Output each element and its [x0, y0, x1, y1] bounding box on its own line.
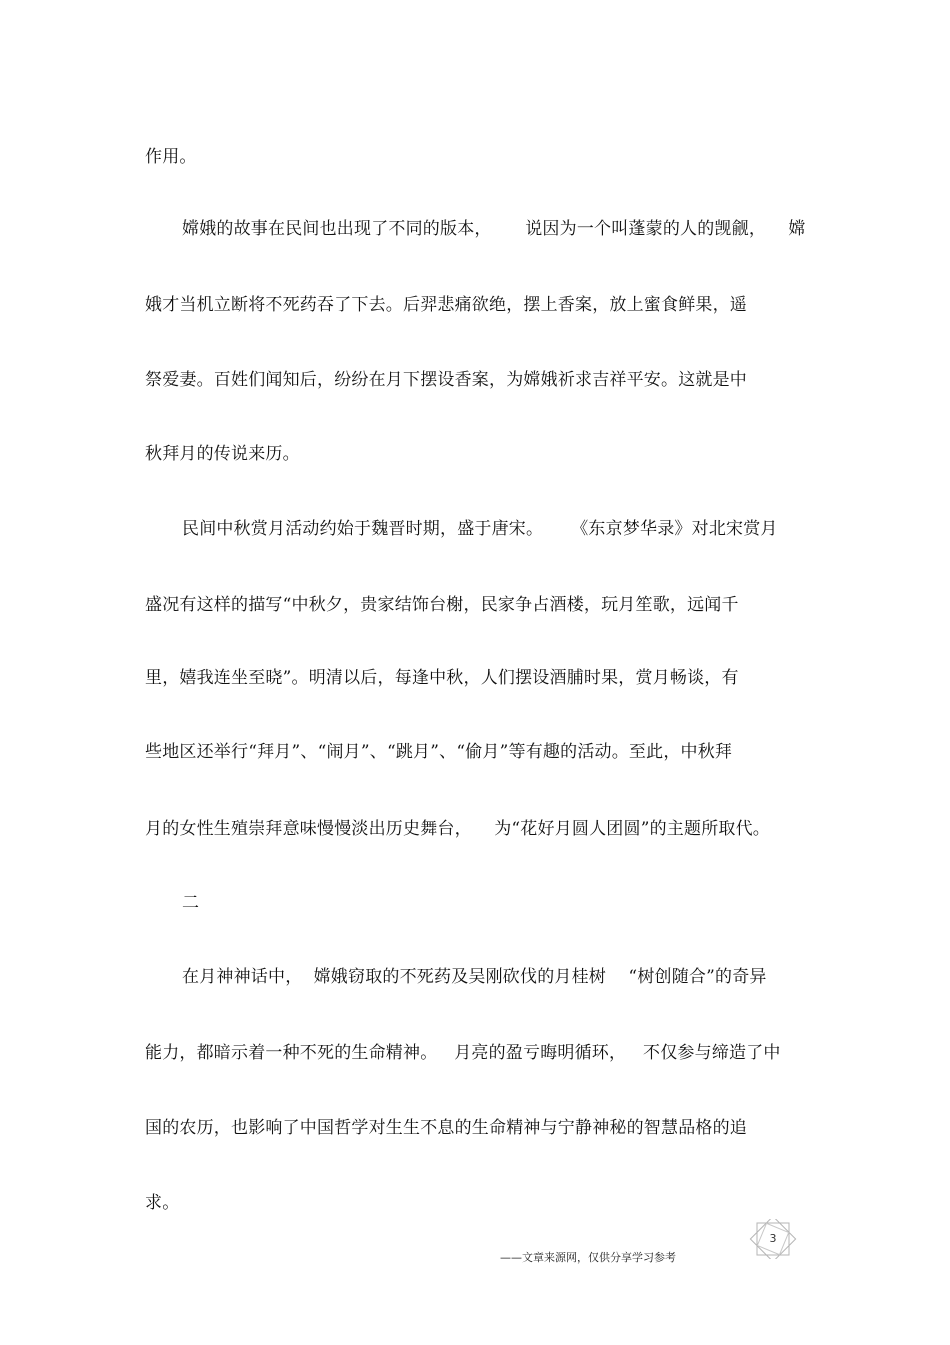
paragraph-line: 里，嬉我连坐至晓”。明清以后，每逢中秋，人们摆设酒脯时果，赏月畅谈，有: [145, 668, 739, 688]
paragraph-line: 些地区还举行“拜月”、“闹月”、“跳月”、“偷月”等有趣的活动。至此，中秋拜: [145, 742, 733, 762]
footer-source-note: ——文章来源网，仅供分享学习参考: [500, 1251, 676, 1264]
paragraph-line: 盛况有这样的描写“中秋夕，贵家结饰台榭，民家争占酒楼，玩月笙歌，远闻千: [145, 595, 739, 615]
paragraph-line: 在月神神话中， 嫦娥窃取的不死药及吴刚砍伐的月桂树 “树创随合”的奇异: [182, 967, 767, 987]
paragraph-line: 祭爱妻。百姓们闻知后，纷纷在月下摆设香案，为嫦娥祈求吉祥平安。这就是中: [145, 370, 747, 390]
paragraph-line: 能力，都暗示着一种不死的生命精神。 月亮的盈亏晦明循环， 不仅参与缔造了中: [145, 1043, 781, 1063]
paragraph-line: 国的农历，也影响了中国哲学对生生不息的生命精神与宁静神秘的智慧品格的追: [145, 1118, 747, 1138]
section-number: 二: [182, 893, 200, 913]
paragraph-line: 月的女性生殖崇拜意味慢慢淡出历史舞台， 为“花好月圆人团圆”的主题所取代。: [145, 819, 770, 839]
paragraph-line: 求。: [145, 1193, 180, 1213]
paragraph-line: 民间中秋赏月活动约始于魏晋时期，盛于唐宋。 《东京梦华录》对北宋赏月: [182, 519, 778, 539]
paragraph-line: 嫦娥的故事在民间也出现了不同的版本， 说因为一个叫蓬蒙的人的觊觎， 嫦: [182, 219, 806, 239]
paragraph-line: 娥才当机立断将不死药吞了下去。后羿悲痛欲绝，摆上香案，放上蜜食鲜果，遥: [145, 295, 747, 315]
page-number: 3: [769, 1232, 777, 1245]
paragraph-line: 作用。: [145, 147, 197, 167]
paragraph-line: 秋拜月的传说来历。: [145, 444, 300, 464]
page-number-badge: [749, 1219, 797, 1259]
